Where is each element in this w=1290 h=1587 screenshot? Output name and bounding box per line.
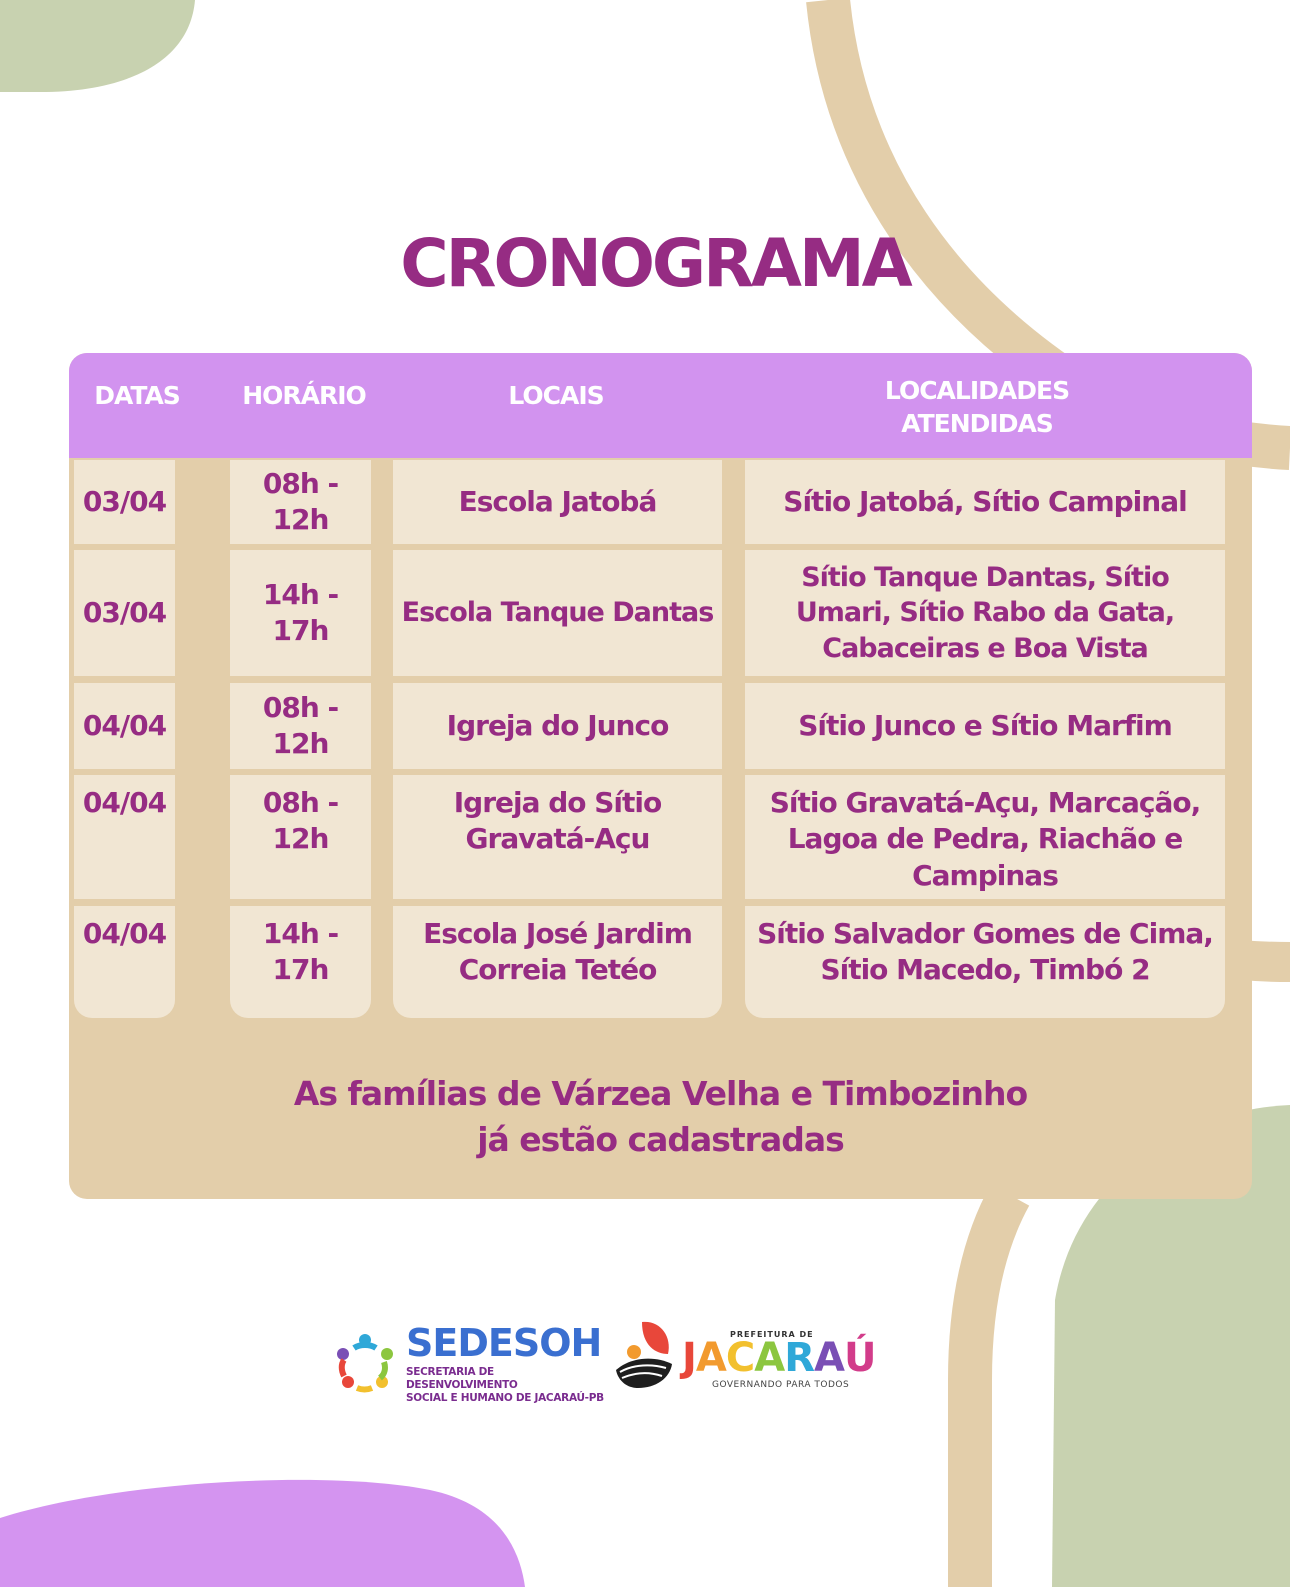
row-3-localidades: Sítio Junco e Sítio Marfim xyxy=(745,683,1225,769)
sedesoh-subtitle xyxy=(406,1366,606,1405)
row-5-data: 04/04 xyxy=(74,906,175,1018)
jacarau-letter-4: A xyxy=(754,1335,785,1381)
sedesoh-line-1: SECRETARIA DE DESENVOLVIMENTO xyxy=(406,1366,518,1392)
header-datas: DATAS xyxy=(94,381,180,411)
row-3-horario: 08h - 12h xyxy=(230,683,371,769)
header-horario: HORÁRIO xyxy=(242,381,366,411)
logos-footer xyxy=(330,1318,890,1418)
jacarau-letter-1: J xyxy=(682,1335,696,1381)
row-2-data: 03/04 xyxy=(74,550,175,676)
row-2-horario: 14h - 17h xyxy=(230,550,371,676)
row-1-localidades: Sítio Jatobá, Sítio Campinal xyxy=(745,460,1225,544)
jacarau-letter-5: R xyxy=(784,1335,814,1381)
header-locais: LOCAIS xyxy=(508,381,604,411)
jacarau-letter-2: A xyxy=(695,1335,726,1381)
note-line-2: já estão cadastradas xyxy=(477,1120,844,1160)
row-2-local: Escola Tanque Dantas xyxy=(393,550,722,676)
row-2-localidades: Sítio Tanque Dantas, Sítio Umari, Sítio Rabo da Gata, Cabaceiras e Boa Vista xyxy=(745,550,1225,676)
prefeitura-prefix: PREFEITURA DE xyxy=(730,1330,814,1339)
sedesoh-name: SEDESOH xyxy=(406,1321,602,1365)
schedule-panel xyxy=(69,353,1252,1199)
jacarau-wordmark xyxy=(682,1335,876,1381)
table-header xyxy=(69,353,1252,458)
jacarau-letter-3: C xyxy=(725,1335,755,1381)
row-4-local: Igreja do Sítio Gravatá-Açu xyxy=(393,775,722,899)
page-title: CRONOGRAMA xyxy=(400,225,910,302)
landscape-leaf-logo-icon xyxy=(612,1318,676,1392)
lilac-blob-bottom-left xyxy=(0,1480,525,1587)
note-line-1: As famílias de Várzea Velha e Timbozinho xyxy=(293,1074,1028,1113)
prefeitura-slogan: GOVERNANDO PARA TODOS xyxy=(712,1380,850,1390)
sedesoh-line-2: SOCIAL E HUMANO DE JACARAÚ-PB xyxy=(406,1392,604,1405)
row-5-localidades: Sítio Salvador Gomes de Cima, Sítio Macedo, Timbó 2 xyxy=(745,906,1225,1018)
jacarau-letter-6: A xyxy=(814,1335,844,1381)
green-blob-top-left xyxy=(0,0,195,92)
row-4-localidades: Sítio Gravatá-Açu, Marcação, Lagoa de Pedra, Riachão e Campinas xyxy=(745,775,1225,899)
row-4-data: 04/04 xyxy=(74,775,175,899)
row-4-horario: 08h - 12h xyxy=(230,775,371,899)
people-circle-logo-icon xyxy=(330,1328,400,1398)
row-3-local: Igreja do Junco xyxy=(393,683,722,769)
row-5-local: Escola José Jardim Correia Tetéo xyxy=(393,906,722,1018)
row-1-horario: 08h - 12h xyxy=(230,460,371,544)
row-1-data: 03/04 xyxy=(74,460,175,544)
row-1-local: Escola Jatobá xyxy=(393,460,722,544)
header-localidades: LOCALIDADES ATENDIDAS xyxy=(884,376,1070,438)
row-5-horario: 14h - 17h xyxy=(230,906,371,1018)
row-3-data: 04/04 xyxy=(74,683,175,769)
tan-arc-bottom xyxy=(970,1195,1010,1587)
jacarau-letter-7: Ú xyxy=(843,1335,876,1381)
registration-note xyxy=(69,1071,1252,1163)
